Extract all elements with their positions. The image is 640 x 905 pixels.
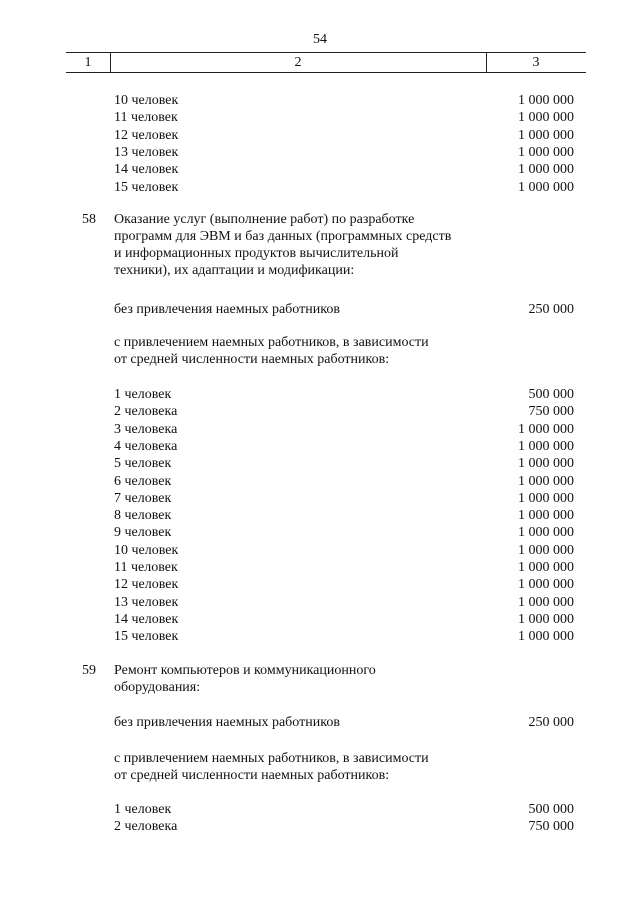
count-row	[0, 473, 640, 490]
header-bottom-rule	[66, 72, 586, 73]
amount-value: 1 000 000	[518, 473, 574, 489]
count-row	[0, 109, 640, 126]
amount-value: 1 000 000	[518, 179, 574, 195]
count-row	[0, 507, 640, 524]
count-row	[0, 801, 640, 818]
count-row	[0, 421, 640, 438]
item-number: 59	[82, 663, 96, 678]
item-title-row	[0, 228, 640, 245]
amount-value: 1 000 000	[518, 508, 574, 524]
with-employees-row	[0, 334, 640, 351]
with-employees-text: с привлечением наемных работников, в зависимости	[114, 335, 429, 350]
amount-value: 250 000	[528, 715, 574, 730]
count-row	[0, 559, 640, 576]
count-row	[0, 144, 640, 161]
employee-count-label: 12 человек	[114, 127, 179, 143]
item-title-line: программ для ЭВМ и баз данных (программных средств	[114, 229, 452, 244]
with-employees-row	[0, 351, 640, 368]
employee-count-label: 7 человек	[114, 490, 172, 506]
amount-value: 1 000 000	[518, 594, 574, 610]
count-row	[0, 490, 640, 507]
count-row	[0, 576, 640, 593]
without-employees-label: без привлечения наемных работников	[114, 302, 340, 317]
count-row	[0, 524, 640, 541]
amount-value: 1 000 000	[518, 525, 574, 541]
employee-count-label: 13 человек	[114, 144, 179, 160]
count-row	[0, 628, 640, 645]
count-row	[0, 594, 640, 611]
without-employees-label: без привлечения наемных работников	[114, 715, 340, 730]
amount-value: 1 000 000	[518, 127, 574, 143]
count-row	[0, 127, 640, 144]
column-header-row	[66, 52, 586, 72]
page-number: 54	[313, 32, 327, 47]
employee-count-label: 15 человек	[114, 179, 179, 195]
amount-value: 1 000 000	[518, 577, 574, 593]
employee-count-label: 12 человек	[114, 577, 179, 593]
employee-count-label: 10 человек	[114, 542, 179, 558]
employee-count-label: 5 человек	[114, 456, 172, 472]
with-employees-row	[0, 750, 640, 767]
amount-value: 1 000 000	[518, 629, 574, 645]
employee-count-label: 11 человек	[114, 560, 178, 575]
employee-count-label: 15 человек	[114, 629, 179, 645]
employee-count-label: 1 человек	[114, 387, 172, 402]
amount-value: 1 000 000	[518, 110, 574, 126]
with-employees-row	[0, 767, 640, 784]
employee-count-label: 2 человека	[114, 819, 178, 835]
count-row	[0, 611, 640, 628]
employee-count-label: 3 человека	[114, 421, 178, 437]
amount-value: 1 000 000	[518, 144, 574, 160]
employee-count-label: 10 человек	[114, 93, 179, 108]
without-employees-row	[0, 714, 640, 731]
amount-value: 1 000 000	[518, 456, 574, 472]
item-title-row	[0, 245, 640, 262]
employee-count-label: 13 человек	[114, 594, 179, 610]
amount-value: 1 000 000	[518, 490, 574, 506]
amount-value: 1 000 000	[518, 560, 574, 575]
header-col-2: 2	[294, 55, 302, 70]
employee-count-label: 14 человек	[114, 611, 179, 627]
employee-count-label: 1 человек	[114, 802, 172, 817]
with-employees-text: от средней численности наемных работников:	[114, 768, 390, 783]
amount-value: 750 000	[528, 404, 574, 420]
header-top-rule	[66, 52, 586, 53]
count-row	[0, 92, 640, 109]
amount-value: 250 000	[528, 302, 574, 317]
without-employees-row	[0, 301, 640, 318]
with-employees-text: от средней численности наемных работников:	[114, 352, 390, 367]
count-row	[0, 438, 640, 455]
item-number: 58	[82, 212, 96, 227]
employee-count-label: 4 человека	[114, 438, 178, 454]
item-title-row	[0, 662, 640, 679]
count-row	[0, 403, 640, 420]
item-title-line: Оказание услуг (выполнение работ) по разработке	[114, 212, 415, 227]
employee-count-label: 8 человек	[114, 508, 172, 524]
amount-value: 750 000	[528, 819, 574, 835]
amount-value: 1 000 000	[518, 93, 574, 108]
item-title-line: и информационных продуктов вычислительной	[114, 246, 399, 261]
employee-count-label: 2 человека	[114, 404, 178, 420]
count-row	[0, 542, 640, 559]
employee-count-label: 9 человек	[114, 525, 172, 541]
amount-value: 500 000	[528, 802, 574, 817]
header-col-3: 3	[532, 55, 540, 70]
employee-count-label: 6 человек	[114, 473, 172, 489]
amount-value: 1 000 000	[518, 438, 574, 454]
item-title-row	[0, 211, 640, 228]
count-row	[0, 161, 640, 178]
item-title-line: Ремонт компьютеров и коммуникационного	[114, 663, 376, 678]
employee-count-label: 11 человек	[114, 110, 178, 126]
item-title-row	[0, 679, 640, 696]
header-col-1: 1	[84, 55, 92, 70]
item-title-line: техники), их адаптации и модификации:	[114, 263, 355, 278]
employee-count-label: 14 человек	[114, 162, 179, 178]
item-title-row	[0, 262, 640, 279]
amount-value: 1 000 000	[518, 542, 574, 558]
count-row	[0, 818, 640, 835]
amount-value: 1 000 000	[518, 421, 574, 437]
count-row	[0, 179, 640, 196]
count-row	[0, 386, 640, 403]
with-employees-text: с привлечением наемных работников, в зависимости	[114, 751, 429, 766]
count-row	[0, 455, 640, 472]
amount-value: 1 000 000	[518, 162, 574, 178]
item-title-line: оборудования:	[114, 680, 201, 695]
amount-value: 1 000 000	[518, 611, 574, 627]
amount-value: 500 000	[528, 387, 574, 402]
